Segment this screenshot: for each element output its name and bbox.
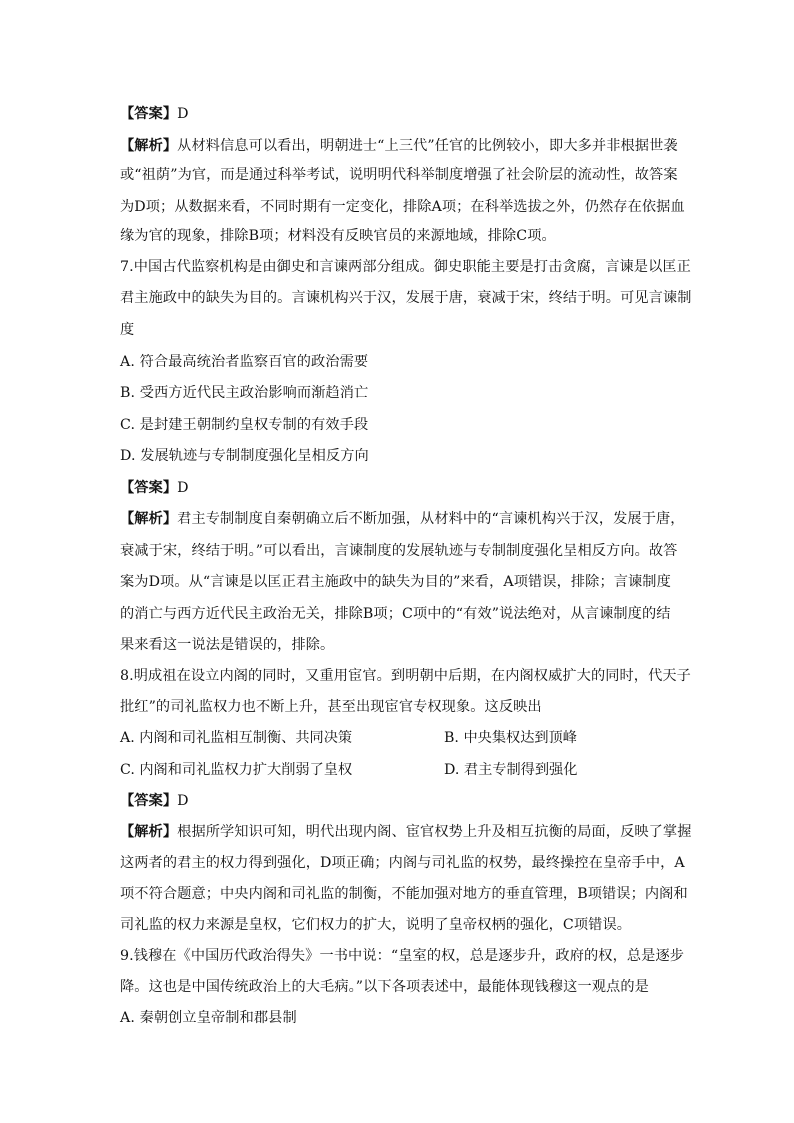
analysis-line: 项不符合题意；中央内阁和司礼监的制衡，不能加强对地方的垂直管理，B项错误；内阁和 <box>120 886 688 902</box>
analysis-line <box>120 509 685 529</box>
answer-label: 【答案】 <box>120 480 178 496</box>
question-stem-line: 度 <box>120 322 135 338</box>
analysis-line: 案为D项。从“言谏是以匡正君主施政中的缺失为目的”来看，A项错误，排除；言谏制度 <box>120 574 671 590</box>
option-b: B. 受西方近代民主政治影响而渐趋消亡 <box>120 385 369 401</box>
answer-value: D <box>177 793 189 809</box>
analysis-line: 或“祖荫”为官，而是通过科举考试，说明明代科举制度增强了社会阶层的流动性，故答案 <box>120 167 678 183</box>
question-stem-line: 9.钱穆在《中国历代政治得失》一书中说：“皇室的权，总是逐步升，政府的权，总是逐步 <box>120 948 685 964</box>
analysis-text: 从材料信息可以看出，明朝进士“上三代”任官的比例较小，即大多并非根据世袭 <box>177 138 678 154</box>
analysis-line <box>120 822 692 842</box>
question-stem-line: 降。这也是中国传统政治上的大毛病。”以下各项表述中，最能体现钱穆这一观点的是 <box>120 979 649 995</box>
option-c: C. 内阁和司礼监权力扩大削弱了皇权 <box>120 762 353 778</box>
option-d: D. 发展轨迹与专制制度强化呈相反方向 <box>120 448 369 464</box>
analysis-line <box>120 136 680 156</box>
option-b: B. 中央集权达到顶峰 <box>444 730 577 746</box>
analysis-line: 司礼监的权力来源是皇权，它们权力的扩大，说明了皇帝权柄的强化，C项错误。 <box>120 917 632 933</box>
option-a: A. 内阁和司礼监相互制衡、共同决策 <box>120 730 353 746</box>
analysis-line: 衰减于宋，终结于明。”可以看出，言谏制度的发展轨迹与专制制度强化呈相反方向。故答 <box>120 543 678 559</box>
option-a: A. 符合最高统治者监察百官的政治需要 <box>120 354 369 370</box>
analysis-label: 【解析】 <box>120 824 178 840</box>
analysis-line: 的消亡与西方近代民主政治无关，排除B项；C项中的“有效”说法绝对，从言谏制度的结 <box>120 606 671 622</box>
answer-line <box>120 104 680 124</box>
option-a: A. 秦朝创立皇帝制和郡县制 <box>120 1010 297 1026</box>
answer-value: D <box>177 480 189 496</box>
answer-value: D <box>177 106 189 122</box>
analysis-label: 【解析】 <box>120 138 178 154</box>
analysis-line: 果来看这一说法是错误的，排除。 <box>120 637 335 653</box>
answer-line <box>120 478 680 498</box>
question-stem-line: 君主施政中的缺失为目的。言谏机构兴于汉，发展于唐，衰减于宋，终结于明。可见言谏制 <box>120 290 692 306</box>
answer-label: 【答案】 <box>120 106 178 122</box>
analysis-text: 君主专制制度自秦朝确立后不断加强，从材料中的“言谏机构兴于汉，发展于唐， <box>177 511 685 527</box>
analysis-line: 缘为官的现象，排除B项；材料没有反映官员的来源地域，排除C项。 <box>120 228 556 244</box>
analysis-line: 这两者的君主的权力得到强化，D项正确；内阁与司礼监的权势，最终操控在皇帝手中，A <box>120 855 685 871</box>
option-c: C. 是封建王朝制约皇权专制的有效手段 <box>120 417 369 433</box>
question-stem-line: 批红”的司礼监权力也不断上升，甚至出现宦官专权现象。这反映出 <box>120 699 542 715</box>
answer-line <box>120 791 680 811</box>
question-stem-line: 8.明成祖在设立内阁的同时，又重用宦官。到明朝中后期，在内阁权威扩大的同时，代天子 <box>120 668 691 684</box>
question-stem-line: 7.中国古代监察机构是由御史和言谏两部分组成。御史职能主要是打击贪腐，言谏是以匡正 <box>120 259 691 275</box>
analysis-text: 根据所学知识可知，明代出现内阁、宦官权势上升及相互抗衡的局面，反映了掌握 <box>177 824 692 840</box>
option-d: D. 君主专制得到强化 <box>444 762 578 778</box>
analysis-line: 为D项；从数据来看，不同时期有一定变化，排除A项；在科举选拔之外，仍然存在依据血 <box>120 199 685 215</box>
answer-label: 【答案】 <box>120 793 178 809</box>
analysis-label: 【解析】 <box>120 511 178 527</box>
